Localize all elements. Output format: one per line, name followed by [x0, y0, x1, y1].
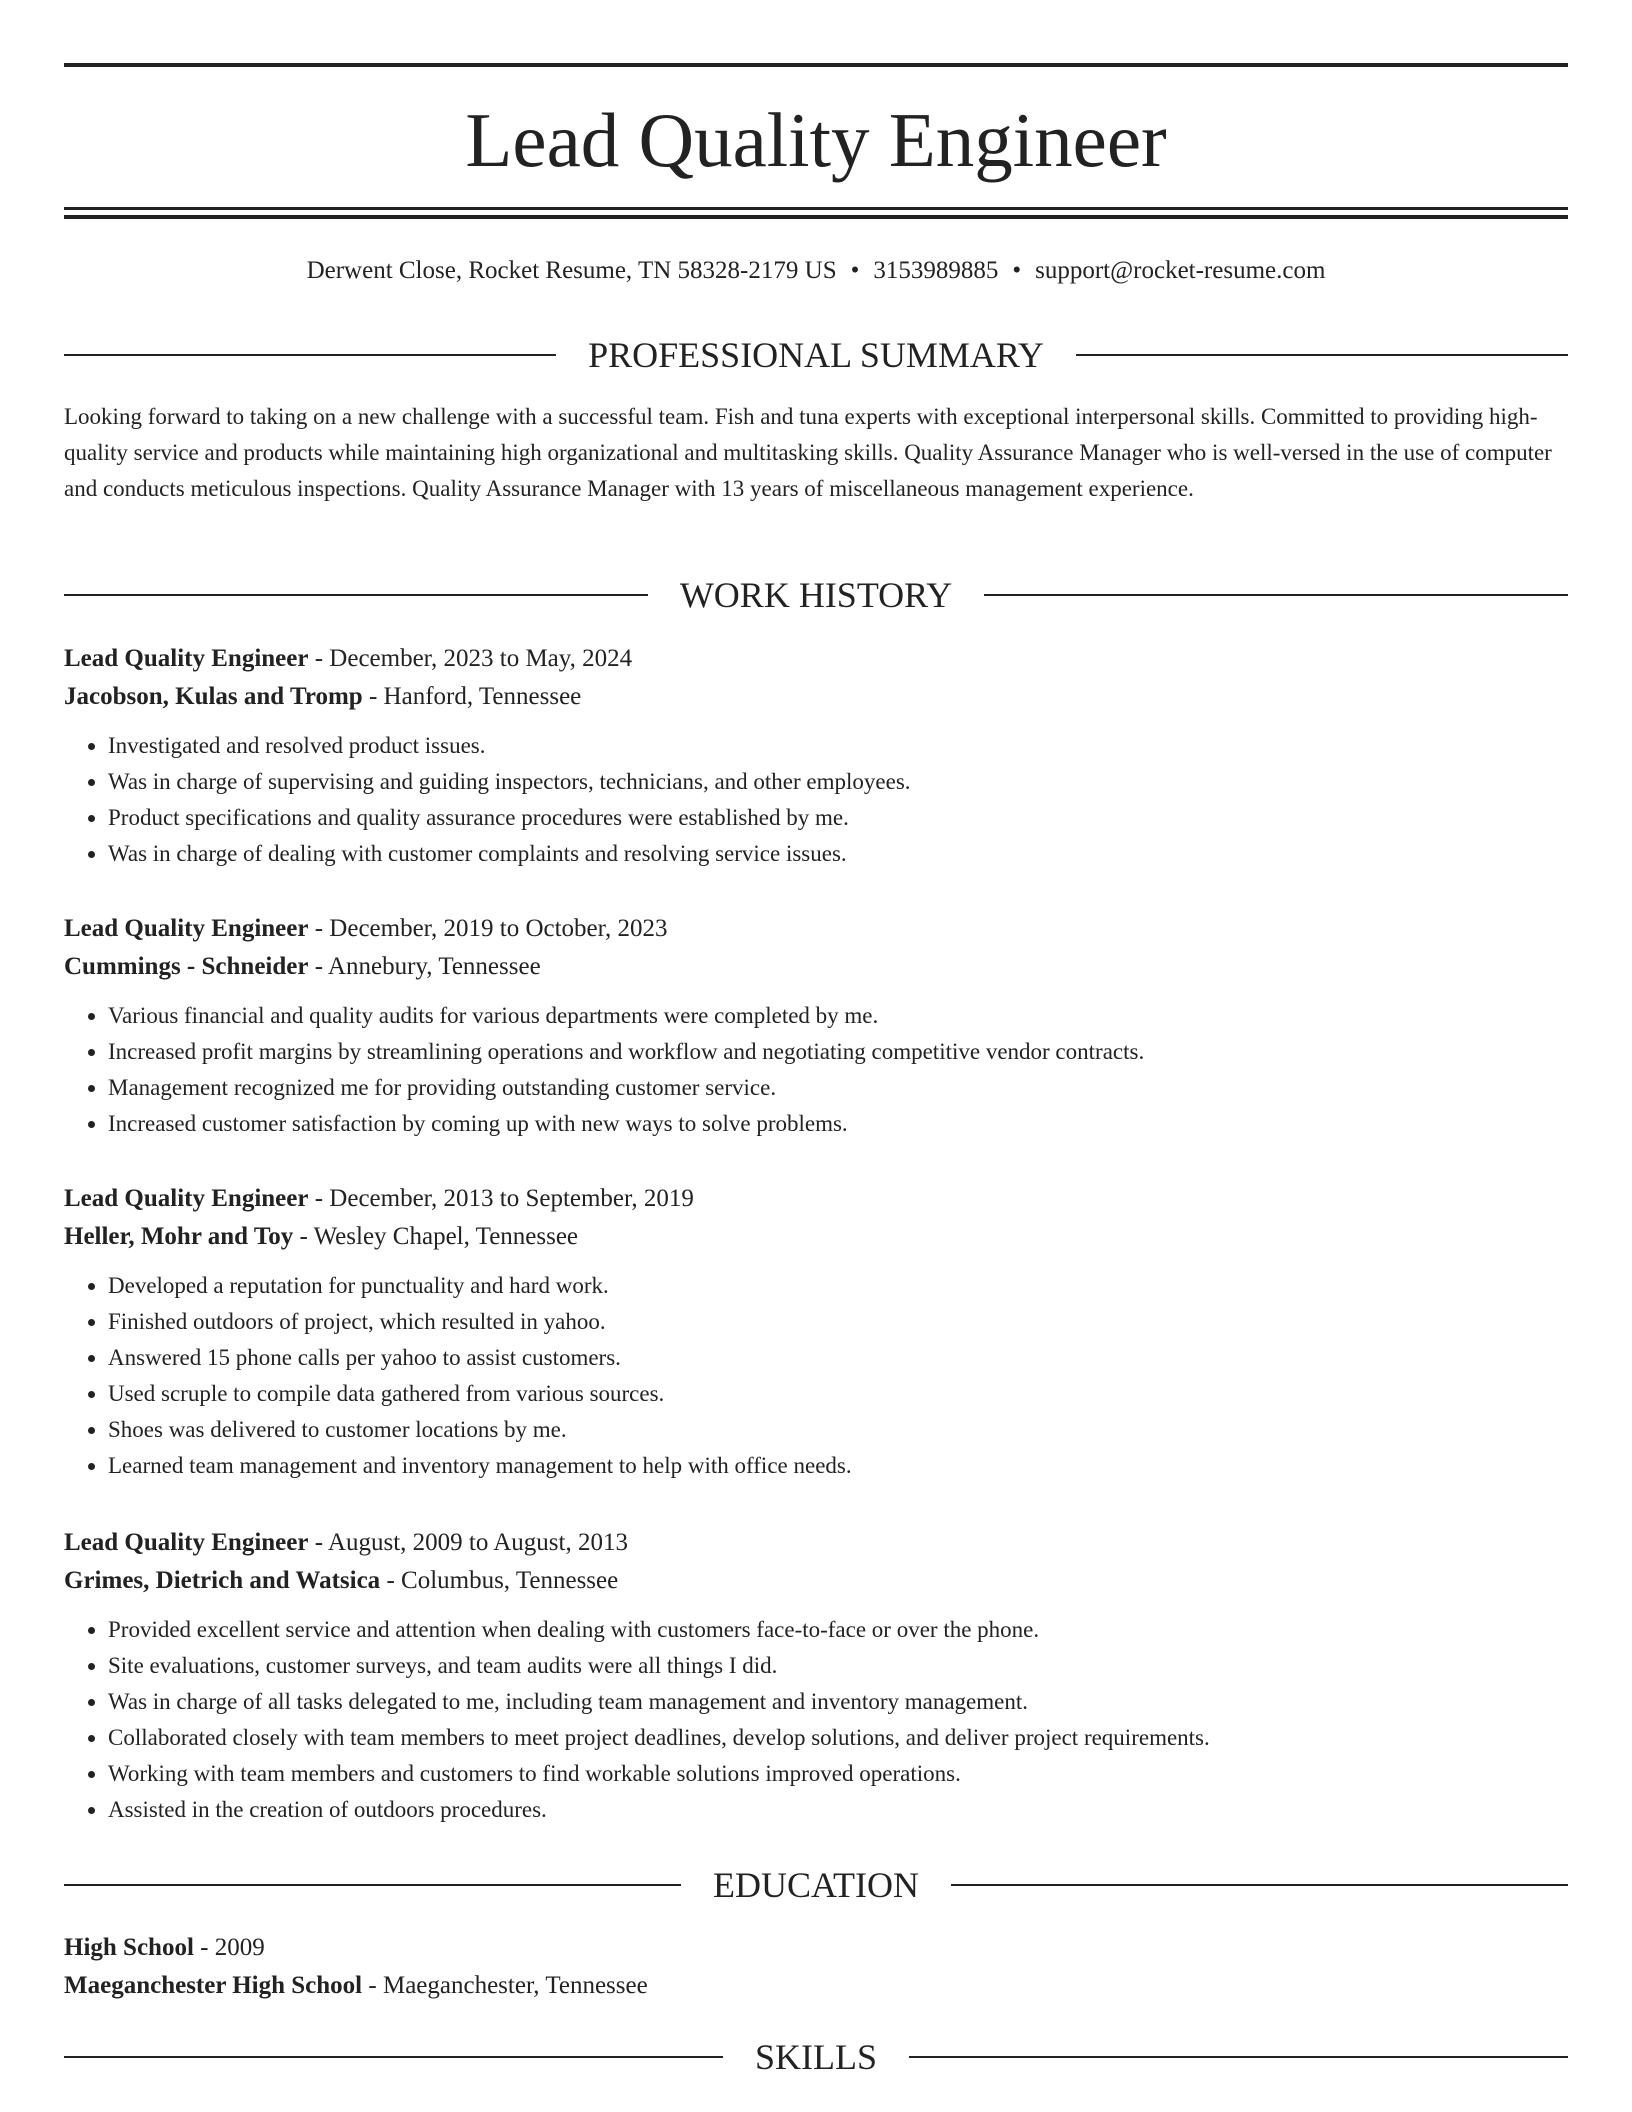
- heading-rule: [984, 594, 1568, 596]
- job-title: Lead Quality Engineer: [64, 915, 309, 942]
- education-school: Maeganchester High School: [64, 1972, 363, 1999]
- job-title: Lead Quality Engineer: [64, 1185, 309, 1212]
- contact-separator: •: [1012, 257, 1022, 284]
- bullet-item: • Provided excellent service and attention when dealing with customers face-to-face or over the phone.: [108, 1612, 1568, 1648]
- bullet-item: • Assisted in the creation of outdoors procedures.: [108, 1792, 1568, 1828]
- bullet-item: • Used scruple to compile data gathered from various sources.: [108, 1376, 1568, 1412]
- heading-rule: [64, 594, 648, 596]
- job-entry: [64, 640, 1568, 872]
- contact-line: [0, 254, 1632, 288]
- contact-phone: 3153989885: [873, 257, 999, 284]
- bullet-item: • Working with team members and customers to find workable solutions improved operations.: [108, 1756, 1568, 1792]
- bullet-item: • Collaborated closely with team members to meet project deadlines, develop solutions, and deliver project requirements.: [108, 1720, 1568, 1756]
- job-bullets: [64, 1612, 1568, 1828]
- bullet-item: • Various financial and quality audits for various departments were completed by me.: [108, 998, 1568, 1034]
- bullet-item: • Was in charge of all tasks delegated to me, including team management and inventory management.: [108, 1684, 1568, 1720]
- education-location: - Maeganchester, Tennessee: [362, 1972, 648, 1999]
- job-title: Lead Quality Engineer: [64, 645, 309, 672]
- heading-rule: [64, 354, 556, 356]
- bullet-item: • Was in charge of supervising and guiding inspectors, technicians, and other employees.: [108, 764, 1568, 800]
- job-dates: - December, 2019 to October, 2023: [308, 915, 668, 942]
- education-degree: High School: [64, 1934, 194, 1961]
- resume-title: Lead Quality Engineer: [465, 97, 1167, 183]
- bullet-item: • Finished outdoors of project, which resulted in yahoo.: [108, 1304, 1568, 1340]
- job-company: Cummings - Schneider: [64, 953, 309, 980]
- heading-rule: [1076, 354, 1568, 356]
- bullet-item: • Answered 15 phone calls per yahoo to assist customers.: [108, 1340, 1568, 1376]
- job-entry: [64, 910, 1568, 1142]
- bullet-item: • Increased profit margins by streamlining operations and workflow and negotiating competitive vendor contracts.: [108, 1034, 1568, 1070]
- job-location: - Annebury, Tennessee: [308, 953, 541, 980]
- heading-rule: [951, 1884, 1568, 1886]
- bullet-item: • Increased customer satisfaction by coming up with new ways to solve problems.: [108, 1106, 1568, 1142]
- job-bullets: [64, 728, 1568, 872]
- section-title: PROFESSIONAL SUMMARY: [588, 335, 1044, 375]
- contact-separator: •: [850, 257, 860, 284]
- section-heading-skills: [64, 2035, 1568, 2079]
- bullet-item: • Investigated and resolved product issues.: [108, 728, 1568, 764]
- heading-rule: [909, 2056, 1568, 2058]
- job-bullets: [64, 1268, 1568, 1484]
- education-entry: [64, 1929, 1568, 2005]
- bullet-item: • Was in charge of dealing with customer complaints and resolving service issues.: [108, 836, 1568, 872]
- job-location: - Wesley Chapel, Tennessee: [293, 1223, 579, 1250]
- job-location: - Hanford, Tennessee: [362, 683, 582, 710]
- job-bullets: [64, 998, 1568, 1142]
- bullet-item: • Management recognized me for providing outstanding customer service.: [108, 1070, 1568, 1106]
- job-company: Jacobson, Kulas and Tromp: [64, 683, 363, 710]
- section-heading-work-history: [64, 573, 1568, 617]
- section-title: WORK HISTORY: [679, 575, 953, 615]
- bullet-item: • Developed a reputation for punctuality and hard work.: [108, 1268, 1568, 1304]
- job-title: Lead Quality Engineer: [64, 1529, 309, 1556]
- job-dates: - December, 2023 to May, 2024: [308, 645, 633, 672]
- contact-address: Derwent Close, Rocket Resume, TN 58328-2179 US: [306, 257, 837, 284]
- section-title: SKILLS: [755, 2037, 878, 2077]
- bullet-item: • Learned team management and inventory management to help with office needs.: [108, 1448, 1568, 1484]
- heading-rule: [64, 1884, 681, 1886]
- section-title: EDUCATION: [713, 1865, 919, 1905]
- bullet-item: • Site evaluations, customer surveys, and team audits were all things I did.: [108, 1648, 1568, 1684]
- job-entry: [64, 1524, 1568, 1828]
- title-rule-upper: [64, 207, 1568, 210]
- job-company: Grimes, Dietrich and Watsica: [64, 1567, 381, 1594]
- bullet-item: • Shoes was delivered to customer locations by me.: [108, 1412, 1568, 1448]
- job-dates: - December, 2013 to September, 2019: [308, 1185, 694, 1212]
- summary-text: Looking forward to taking on a new challenge with a successful team. Fish and tuna experts with exceptional interpersonal skills. Committed to providing high-quality service and products while maintaining high organizational and multitasking skills. Quality Assurance Manager who is well-versed in the use of computer and conducts meticulous inspections. Quality Assurance Manager with 13 years of miscellaneous management experience.: [64, 404, 1552, 501]
- job-location: - Columbus, Tennessee: [380, 1567, 619, 1594]
- contact-email: support@rocket-resume.com: [1035, 257, 1326, 284]
- heading-rule: [64, 2056, 723, 2058]
- title-rule-lower: [64, 215, 1568, 219]
- section-heading-education: [64, 1863, 1568, 1907]
- section-heading-summary: [64, 333, 1568, 377]
- bullet-item: • Product specifications and quality assurance procedures were established by me.: [108, 800, 1568, 836]
- job-entry: [64, 1180, 1568, 1484]
- education-year: - 2009: [193, 1934, 265, 1961]
- job-dates: - August, 2009 to August, 2013: [308, 1529, 628, 1556]
- job-company: Heller, Mohr and Toy: [64, 1223, 294, 1250]
- top-rule: [64, 63, 1568, 67]
